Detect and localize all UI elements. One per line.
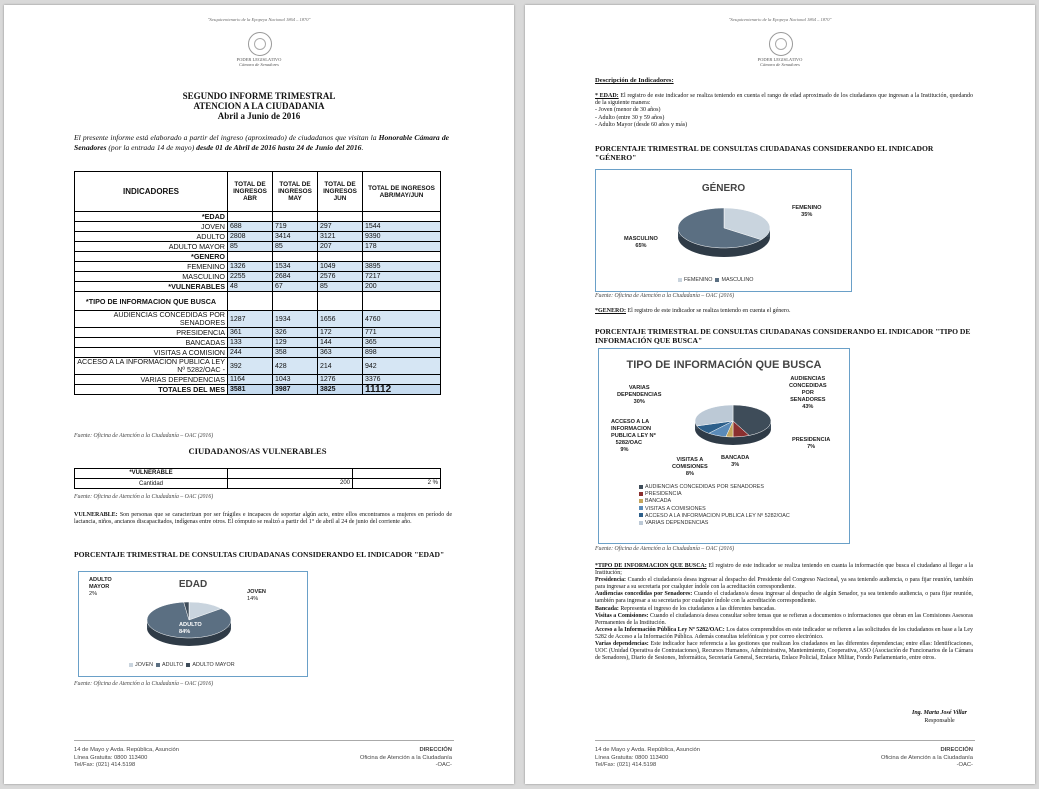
- table-row: [75, 232, 441, 242]
- row-label: VARIAS DEPENDENCIAS: [75, 375, 228, 385]
- row-value: 172: [318, 328, 363, 338]
- row-value: 4760: [363, 311, 441, 328]
- row-value: 11112: [363, 385, 441, 395]
- row-value: 363: [318, 348, 363, 358]
- genero-legend: FEMENINO MASCULINO: [678, 277, 754, 284]
- table-row: [75, 272, 441, 282]
- row-value: 898: [363, 348, 441, 358]
- col-header-indicadores: INDICADORES: [75, 172, 228, 212]
- row-value: 178: [363, 242, 441, 252]
- table-row: [75, 358, 441, 375]
- tipo-chart-title: TIPO DE INFORMACIÓN QUE BUSCA: [626, 359, 822, 371]
- vulnerables-title: CIUDADANOS/AS VULNERABLES: [188, 446, 327, 456]
- table-row: [75, 385, 441, 395]
- section-title: *EDAD: [75, 212, 228, 222]
- row-value: 3414: [273, 232, 318, 242]
- row-value: 1164: [228, 375, 273, 385]
- edad-heading: PORCENTAJE TRIMESTRAL DE CONSULTAS CIUDADANAS CONSIDERANDO EL INDICADOR "EDAD": [74, 550, 445, 559]
- legend-item: VISITAS A COMISIONES: [639, 506, 790, 513]
- definition-item: Visitas a Comisiones: Cuando el ciudadano/a desea consultar sobre temas que se refieran a documentos o informaciones que obran en las Comisiones Asesoras Permanentes de la Institución.: [595, 612, 973, 626]
- row-value: 365: [363, 338, 441, 348]
- row-value: 942: [363, 358, 441, 375]
- row-value: 3581: [228, 385, 273, 395]
- definition-item: Bancada: Representa el ingreso de los ciudadanos a las diferentes bancadas.: [595, 605, 776, 612]
- tipo-source: Fuente: Oficina de Atención a la Ciudadanía – OAC (2016): [595, 546, 735, 552]
- row-value: 358: [273, 348, 318, 358]
- row-value: 2808: [228, 232, 273, 242]
- row-value: 207: [318, 242, 363, 252]
- row-value: 688: [228, 222, 273, 232]
- row-label: FEMENINO: [75, 262, 228, 272]
- footer-address-2: 14 de Mayo y Avda. República, Asunción Línea Gratuita: 0800 113400 Tel/Fax: (021) 414.5198: [595, 747, 700, 768]
- row-value: 428: [273, 358, 318, 375]
- genero-note: *GENERO: El registro de este indicador se realiza teniendo en cuenta el género.: [595, 308, 791, 314]
- header-institution-2: PODER LEGISLATIVO Cámara de Senadores: [757, 57, 803, 67]
- tipo-description: *TIPO DE INFORMACION QUE BUSCA: El registro de este indicador se realiza teniendo en cuanta la información que busca el ciudadano al llegar a la Institución; Presidencia: Cuando el ciudadano/a desea ingresar al despacho del Presidente del Congreso Nacional, ya sea teniendo audiencia, o para fijar reunión, también para ingresar a su secretaria por cualquier índole con la acreditación correspondiente. Audiencias concedidas por Senadores: Cuando el ciudadano/a desea ingresar al despacho de algún Senador, ya sea teniendo audiencia, o para fijar reunión, también para ingresar a su secretaria por cualquier índole con la acreditación correspondiente. Bancada: Representa el ingreso de los ciudadanos a las diferentes bancadas. Visitas a Comisiones: Cuando el ciudadano/a desea consultar sobre temas que se refieran a documentos o informaciones que obran en las Comisiones Asesoras Permanentes de la Institución. Acceso a la Información Pública Ley Nº 5282/OAC: Los datos comprendidos en este indicador se refieren a las solicitudes de los ciudadanos en base a la Ley 5282 de Acceso a la Información Pública. Además consultas telefónicas y por correo electrónico. Varias dependencias: Este indicador hace referencia a las gestiones que realizan los ciudadanos en las diferentes dependencias; entre ellas: Identificaciones, UOC (Unidad Operativa de Contrataciones), Recursos Humanos, Administrativa, Mantenimiento, Cooperativa, ASO (Asociación de Funcionarios de la Cámara de Senadores), Diario de Sesiones, Informática, Secretaría General, Secretaria, Enlace Policial, Enlace Militar, Fondo Parlamentario, entre otros.: [595, 563, 974, 662]
- row-value: 144: [318, 338, 363, 348]
- row-value: 7217: [363, 272, 441, 282]
- row-value: 1534: [273, 262, 318, 272]
- row-value: 1656: [318, 311, 363, 328]
- legend-item: PRESIDENCIA: [639, 491, 790, 498]
- header-motto-2: "Sesquicentenario de la Epopeya Nacional 1864 – 1870": [728, 17, 832, 22]
- row-value: 48: [228, 282, 273, 292]
- row-value: 85: [273, 242, 318, 252]
- row-value: 1287: [228, 311, 273, 328]
- row-label: JOVEN: [75, 222, 228, 232]
- section-row: [75, 292, 441, 311]
- col-header-jun: TOTAL DE INGRESOS JUN: [318, 172, 363, 212]
- legend-item: ACCESO A LA INFORMACION PUBLICA LEY Nº 5282/OAC: [639, 513, 790, 520]
- footer-address: 14 de Mayo y Avda. República, Asunción Línea Gratuita: 0800 113400 Tel/Fax: (021) 414.5198: [74, 747, 179, 768]
- row-label: AUDIENCIAS CONCEDIDAS POR SENADORES: [75, 311, 228, 328]
- tipo-label-vis: VISITAS A COMISIONES 8%: [672, 457, 708, 477]
- edad-source: Fuente: Oficina de Atención a la Ciudadanía – OAC (2016): [74, 681, 214, 687]
- row-value: 3121: [318, 232, 363, 242]
- genero-label-fem: FEMENINO 35%: [792, 205, 822, 218]
- row-value: 719: [273, 222, 318, 232]
- edad-chart: [78, 571, 308, 677]
- section-title: *GENERO: [75, 252, 228, 262]
- tipo-legend: [639, 484, 790, 527]
- senate-seal-icon-2: [769, 32, 793, 56]
- tipo-pie: [689, 397, 779, 457]
- section-row: [75, 212, 441, 222]
- page-2: [525, 5, 1035, 784]
- row-value: 771: [363, 328, 441, 338]
- definition-item: Presidencia: Cuando el ciudadano/a desea ingresar al despacho del Presidente del Congreso Nacional, ya sea teniendo audiencia, o para fijar reunión, también para ingresar a su secretaria por cualquier índole con la acreditación correspondiente.: [595, 577, 973, 591]
- row-value: 200: [363, 282, 441, 292]
- row-value: 244: [228, 348, 273, 358]
- definition-item: Acceso a la Información Pública Ley Nº 5282/OAC: Los datos comprendidos en este indicador se refieren a las solicitudes de los ciudadanos en base a la Ley 5282 de Acceso a la Información Pública. Además consultas telefónicas y por correo electrónico.: [595, 626, 973, 640]
- genero-heading: PORCENTAJE TRIMESTRAL DE CONSULTAS CIUDADANAS CONSIDERANDO EL INDICADOR "GÉNERO": [595, 144, 934, 162]
- row-label: VISITAS A COMISION: [75, 348, 228, 358]
- header-institution: PODER LEGISLATIVO Cámara de Senadores: [236, 57, 282, 67]
- row-value: 3376: [363, 375, 441, 385]
- row-value: 129: [273, 338, 318, 348]
- row-value: 1276: [318, 375, 363, 385]
- row-value: 1043: [273, 375, 318, 385]
- edad-chart-title: EDAD: [178, 579, 208, 590]
- tipo-label-pre: PRESIDENCIA 7%: [792, 437, 831, 450]
- footer-office-2: DIRECCIÓN Oficina de Atención a la Ciudadanía -OAC-: [880, 747, 973, 768]
- definition-item: Varias dependencias: Este indicador hace referencia a las gestiones que realizan los ciudadanos en las diferentes dependencias; entre ellas: Identificaciones, UOC (Unidad Operativa de Contrataciones), Recursos Humanos, Administrativa, Mantenimiento, Cooperativa, ASO (Asociación de Funcionarios de la Cámara de Senadores), Diario de Sesiones, Informática, Secretaría General, Secretaria, Enlace Policial, Enlace Militar, Fondo Parlamentario, entre otros.: [595, 641, 973, 662]
- row-label: BANCADAS: [75, 338, 228, 348]
- col-header-abr: TOTAL DE INGRESOS ABR: [228, 172, 273, 212]
- table-row: [75, 311, 441, 328]
- signature: Ing. Marta José Villar Responsable: [911, 710, 967, 724]
- col-header-may: TOTAL DE INGRESOS MAY: [273, 172, 318, 212]
- row-value: 2255: [228, 272, 273, 282]
- row-label: ADULTO MAYOR: [75, 242, 228, 252]
- desc-heading: Descripción de Indicadores:: [595, 77, 674, 84]
- legend-item: BANCADA: [639, 498, 790, 505]
- row-value: 392: [228, 358, 273, 375]
- genero-pie: [674, 200, 774, 266]
- row-value: 3825: [318, 385, 363, 395]
- tipo-label-acc: ACCESO A LA INFORMACION PUBLICA LEY Nº 5282/OAC 9%: [611, 419, 656, 453]
- definition-item: Audiencias concedidas por Senadores: Cuando el ciudadano/a desea ingresar al despacho de algún Senador, ya sea teniendo audiencia, o para fijar reunión, también para ingresar a su secretaria por cualquier índole con la acreditación correspondiente.: [595, 591, 973, 605]
- tipo-label-aud: AUDIENCIAS CONCEDIDAS POR SENADORES 43%: [789, 376, 827, 410]
- row-value: 361: [228, 328, 273, 338]
- intro-paragraph: El presente informe está elaborado a partir del ingreso (aproximado) de ciudadanos que visitan la Honorable Cámara de Senadores (por la entrada 14 de mayo) desde 01 de Abril de 2016 hasta 24 de Junio del 2016.: [74, 133, 449, 152]
- genero-source: Fuente: Oficina de Atención a la Ciudadanía – OAC (2016): [595, 293, 735, 299]
- genero-label-mas: MASCULINO 65%: [624, 236, 658, 249]
- legend-item: AUDIENCIAS CONCEDIDAS POR SENADORES: [639, 484, 790, 491]
- table-row: [75, 375, 441, 385]
- tipo-chart: [598, 348, 850, 544]
- row-value: 3987: [273, 385, 318, 395]
- legend-item: VARIAS DEPENDENCIAS: [639, 520, 790, 527]
- row-value: 214: [318, 358, 363, 375]
- edad-label-adulto: ADULTO 84%: [179, 622, 202, 635]
- row-label: ADULTO: [75, 232, 228, 242]
- footer-divider-2: [595, 740, 975, 741]
- row-label: *VULNERABLES: [75, 282, 228, 292]
- edad-label-mayor: ADULTO MAYOR 2%: [89, 577, 112, 597]
- row-value: 326: [273, 328, 318, 338]
- table-body: [75, 212, 441, 395]
- row-value: 67: [273, 282, 318, 292]
- row-value: 85: [228, 242, 273, 252]
- indicators-table: [74, 171, 441, 395]
- table-row: [75, 328, 441, 338]
- page-1: [4, 5, 514, 784]
- table-row: [75, 282, 441, 292]
- table-row: [75, 222, 441, 232]
- tipo-label-var: VARIAS DEPENDENCIAS 30%: [617, 385, 662, 405]
- row-value: 9390: [363, 232, 441, 242]
- vulnerables-table: *VULNERABLE Cantidad 200 2 %: [74, 468, 441, 489]
- row-value: 85: [318, 282, 363, 292]
- table-source: Fuente: Oficina de Atención a la Ciudadanía – OAC (2016): [74, 433, 214, 439]
- report-title: SEGUNDO INFORME TRIMESTRAL ATENCION A LA CIUDADANIA Abril a Junio de 2016: [182, 91, 336, 121]
- table-row: [75, 242, 441, 252]
- vulnerables-source: Fuente: Oficina de Atención a la Ciudadanía – OAC (2016): [74, 494, 214, 500]
- vulnerable-definition: VULNERABLE: Son personas que se caracterizan por ser frágiles e incapaces de soportar algún acto, entre ellos encontramos a mujeres en período de lactancia, niños, ancianos discapacitados, indígenas entre otros. El cómputo se realizó a partir del 1° de abril al 24 de junio del corriente año.: [74, 512, 452, 526]
- section-title: *TIPO DE INFORMACION QUE BUSCA: [75, 292, 228, 311]
- footer-office: DIRECCIÓN Oficina de Atención a la Ciudadanía -OAC-: [359, 747, 452, 768]
- tipo-label-ban: BANCADA 3%: [721, 455, 750, 468]
- row-value: 2576: [318, 272, 363, 282]
- table-row: [75, 338, 441, 348]
- row-value: 1934: [273, 311, 318, 328]
- table-row: [75, 348, 441, 358]
- row-value: 1049: [318, 262, 363, 272]
- edad-legend: JOVEN ADULTO ADULTO MAYOR: [129, 662, 235, 669]
- row-value: 1544: [363, 222, 441, 232]
- table-row: [75, 262, 441, 272]
- section-row: [75, 252, 441, 262]
- row-label: ACCESO A LA INFORMACION PUBLICA LEY Nº 5282/OAC -: [75, 358, 228, 375]
- row-value: 3895: [363, 262, 441, 272]
- genero-chart: [595, 169, 852, 292]
- row-value: 1326: [228, 262, 273, 272]
- row-label: MASCULINO: [75, 272, 228, 282]
- senate-seal-icon: [248, 32, 272, 56]
- footer-divider: [74, 740, 454, 741]
- tipo-heading: PORCENTAJE TRIMESTRAL DE CONSULTAS CIUDADANAS CONSIDERANDO EL INDICADOR "TIPO DE INFORMACIÓN QUE BUSCA": [595, 327, 971, 345]
- row-value: 133: [228, 338, 273, 348]
- edad-label-joven: JOVEN 14%: [247, 589, 266, 602]
- edad-description: * EDAD: El registro de este indicador se realiza teniendo en cuenta el rango de edad aproximado de los ciudadanos que ingresan a la Institución, quedando de la siguiente manera: - Joven (menor de 30 años) - Adulto (entre 30 y 59 años) - Adulto Mayor (desde 60 años y más): [595, 93, 974, 128]
- col-header-total: TOTAL DE INGRESOS ABR/MAY/JUN: [363, 172, 441, 212]
- genero-chart-title: GÉNERO: [701, 183, 746, 194]
- row-value: 2684: [273, 272, 318, 282]
- header-motto: "Sesquicentenario de la Epopeya Nacional 1864 – 1870": [207, 17, 311, 22]
- row-label: TOTALES DEL MES: [75, 385, 228, 395]
- row-label: PRESIDENCIA: [75, 328, 228, 338]
- row-value: 297: [318, 222, 363, 232]
